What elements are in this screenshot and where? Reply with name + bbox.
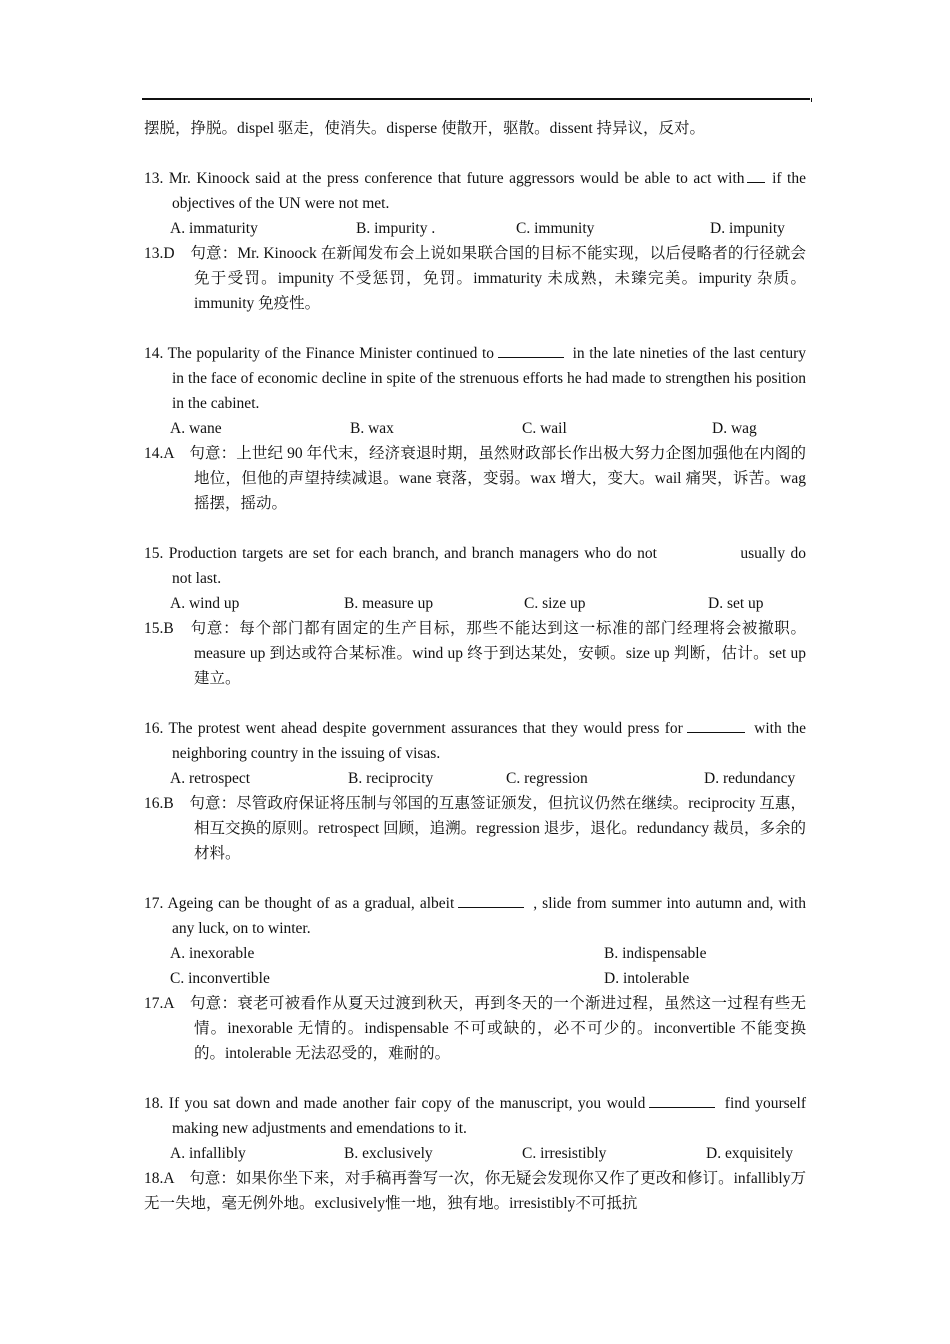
options-row <box>144 591 806 616</box>
option-d: D. exquisitely <box>706 1145 793 1162</box>
question-14 <box>144 341 806 516</box>
question-stem: 16. The protest went ahead despite government assurances that they would press for with the neighboring country in the issuing of visas. <box>144 720 806 762</box>
option-b: B. exclusively <box>344 1145 433 1162</box>
option-c: C. immunity <box>516 220 595 237</box>
answer-blank <box>458 893 524 908</box>
option-d: D. impunity <box>710 220 785 237</box>
options-row <box>144 1141 806 1166</box>
continuation-line: 摆脱，挣脱。dispel 驱走，使消失。disperse 使散开，驱散。dissent 持异议，反对。 <box>144 120 705 137</box>
question-stem: 18. If you sat down and made another fair copy of the manuscript, you would find yourself making new adjustments and emendations to it. <box>144 1095 806 1137</box>
option-c: C. regression <box>506 770 588 787</box>
options-row <box>144 766 806 791</box>
option-d: D. intolerable <box>604 970 690 987</box>
option-d: D. set up <box>708 595 764 612</box>
question-13 <box>144 166 806 316</box>
option-c: C. size up <box>524 595 586 612</box>
options-row <box>144 941 806 966</box>
answer-blank <box>498 343 564 358</box>
answer-blank <box>661 544 731 558</box>
option-c: C. wail <box>522 420 567 437</box>
question-stem: 17. Ageing can be thought of as a gradual, albeit , slide from summer into autumn and, with any luck, on to winter. <box>144 895 806 937</box>
option-b: B. wax <box>350 420 394 437</box>
options-row <box>144 416 806 441</box>
answer-explanation: 15.B 句意：每个部门都有固定的生产目标，那些不能达到这一标准的部门经理将会被撤职。measure up 到达或符合某标准。wind up 终于到达某处，安顿。size up 判断，估计。set up 建立。 <box>144 620 806 687</box>
option-b: B. measure up <box>344 595 434 612</box>
option-b: B. impurity . <box>356 220 436 237</box>
question-stem: 13. Mr. Kinoock said at the press conference that future aggressors would be able to act with if the objectives of the UN were not met. <box>144 170 806 212</box>
option-d: D. wag <box>712 420 757 437</box>
question-17 <box>144 891 806 1066</box>
option-b: B. reciprocity <box>348 770 434 787</box>
answer-explanation: 18.A 句意：如果你坐下来，对手稿再誊写一次，你无疑会发现你又作了更改和修订。infallibly万无一失地，毫无例外地。exclusively惟一地，独有地。irresistibly不可抵抗 <box>144 1170 806 1212</box>
question-stem: 15. Production targets are set for each branch, and branch managers who do not usually do not last. <box>144 545 806 587</box>
option-a: A. retrospect <box>170 770 251 787</box>
answer-explanation: 13.D 句意：Mr. Kinoock 在新闻发布会上说如果联合国的目标不能实现，以后侵略者的行径就会免于受罚。impunity 不受惩罚，免罚。immaturity 未成熟，未臻完美。impurity 杂质。immunity 免疫性。 <box>144 245 806 312</box>
option-a: A. wane <box>170 420 222 437</box>
document-page <box>144 116 806 1216</box>
answer-explanation: 17.A 句意：衰老可被看作从夏天过渡到秋天，再到冬天的一个渐进过程，虽然这一过程有些无情。inexorable 无情的。indispensable 不可或缺的，必不可少的。inconvertible 不能变换的。intolerable 无法忍受的，难耐的。 <box>144 995 806 1062</box>
question-stem: 14. The popularity of the Finance Minister continued to in the late nineties of the last century in the face of economic decline in spite of the strenuous efforts he had made to strengthen his position in the cabinet. <box>144 345 806 412</box>
answer-blank <box>747 168 765 183</box>
options-row <box>144 216 806 241</box>
answer-explanation: 14.A 句意：上世纪 90 年代末，经济衰退时期，虽然财政部长作出极大努力企图加强他在内阁的地位，但他的声望持续减退。wane 衰落，变弱。wax 增大，变大。wail 痛哭，诉苦。wag 摇摆，摇动。 <box>144 445 806 512</box>
answer-blank <box>687 718 745 733</box>
option-c: C. inconvertible <box>170 970 270 987</box>
question-18 <box>144 1091 806 1216</box>
answer-blank <box>649 1093 715 1108</box>
answer-explanation: 16.B 句意：尽管政府保证将压制与邻国的互惠签证颁发，但抗议仍然在继续。reciprocity 互惠，相互交换的原则。retrospect 回顾，追溯。regression 退步，退化。redundancy 裁员，多余的材料。 <box>144 795 806 862</box>
option-c: C. irresistibly <box>522 1145 607 1162</box>
option-d: D. redundancy <box>704 770 796 787</box>
option-b: B. indispensable <box>604 945 707 962</box>
header-rule <box>142 98 810 100</box>
option-a: A. wind up <box>170 595 240 612</box>
question-16 <box>144 716 806 866</box>
options-row <box>144 966 806 991</box>
option-a: A. immaturity <box>170 220 258 237</box>
question-15 <box>144 541 806 691</box>
option-a: A. inexorable <box>170 945 255 962</box>
option-a: A. infallibly <box>170 1145 246 1162</box>
